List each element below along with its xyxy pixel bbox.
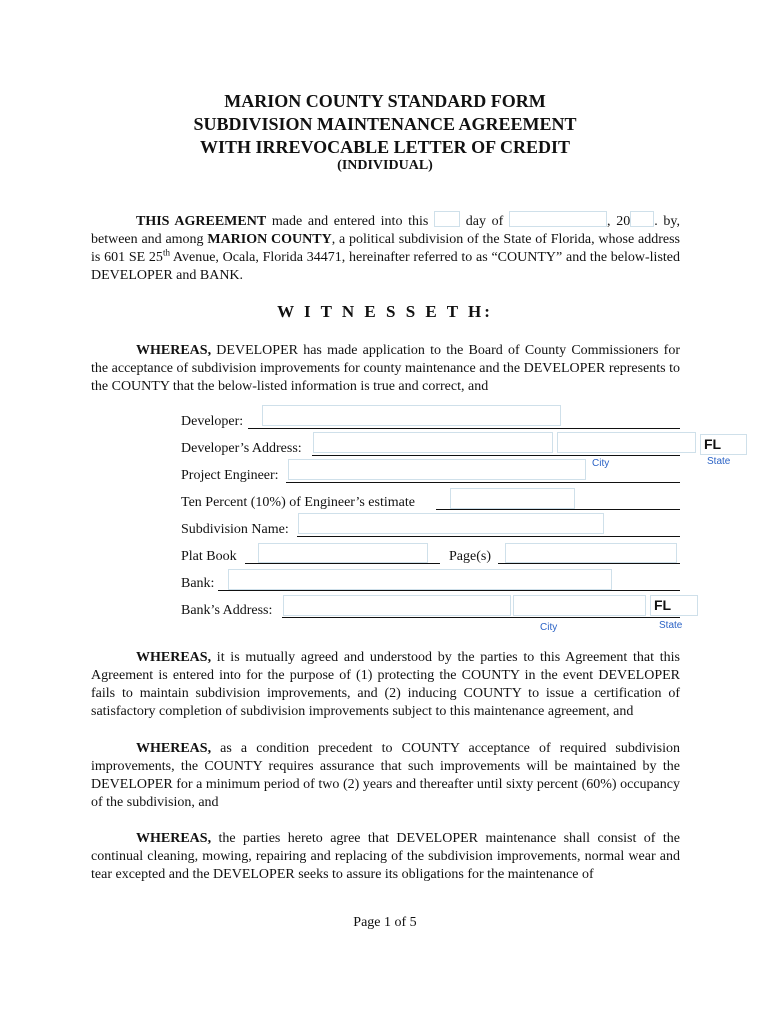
- plat-book-label: Plat Book: [181, 549, 237, 564]
- developer-address-label: Developer’s Address:: [181, 441, 302, 456]
- developer-label: Developer:: [181, 414, 244, 429]
- bank-input[interactable]: [228, 569, 612, 590]
- project-engineer-label: Project Engineer:: [181, 468, 279, 483]
- day-field[interactable]: [434, 211, 460, 227]
- subdivision-name-label: Subdivision Name:: [181, 522, 289, 537]
- ten-percent-input[interactable]: [450, 488, 575, 509]
- whereas-paragraph-2: WHEREAS, it is mutually agreed and understood by the parties to this Agreement that this Agreement is entered into for the purpose of (1) protecting the COUNTY in the event DEVELOPER fails to maintain subdivision improvements, and (2) inducing COUNTY to issue a certification of satisfactory completion of subdivision improvements subject to this maintenance agreement, and: [91, 650, 680, 719]
- developer-state-hint: State: [707, 456, 731, 467]
- subdivision-name-underline: [297, 536, 680, 537]
- page-number: Page 1 of 5: [353, 915, 417, 930]
- bank-address-label: Bank’s Address:: [181, 603, 273, 618]
- developer-city-input[interactable]: [557, 432, 696, 453]
- bank-city-input[interactable]: [513, 595, 646, 616]
- developer-address-underline: [312, 455, 680, 456]
- whereas-paragraph-3: WHEREAS, as a condition precedent to COUNTY acceptance of required subdivision improvements, the COUNTY requires assurance that such improvements will be maintained by the DEVELOPER for a minimum period of two (2) years and thereafter until sixty percent (60%) occupancy of the subdivision, and: [91, 741, 680, 810]
- plat-book-underline: [245, 563, 440, 564]
- whereas-paragraph-1: WHEREAS, DEVELOPER has made application to the Board of County Commissioners for the acceptance of subdivision improvements for county maintenance and the DEVELOPER represents to the COUNTY that the below-listed information is true and correct, and: [91, 343, 680, 394]
- developer-state-input[interactable]: FL: [700, 434, 747, 455]
- bank-city-hint: City: [540, 622, 558, 633]
- developer-street-input[interactable]: [313, 432, 553, 453]
- month-field[interactable]: [509, 211, 607, 227]
- developer-city-hint: City: [592, 458, 610, 469]
- witnesseth-heading: W I T N E S S E T H:: [277, 302, 493, 321]
- pages-underline: [498, 563, 680, 564]
- bank-label: Bank:: [181, 576, 215, 591]
- ten-percent-label: Ten Percent (10%) of Engineer’s estimate: [181, 495, 415, 510]
- bank-address-underline: [282, 617, 680, 618]
- intro-paragraph: THIS AGREEMENT made and entered into this day of , 20 . by, between and among MARION COUNTY, a political subdivision of the State of Florida, whose address is 601 SE 25th Avenue, Ocala, Florida 34471, hereinafter referred to as “COUNTY” and the below-listed DEVELOPER and BANK.: [91, 211, 680, 285]
- plat-book-input[interactable]: [258, 543, 428, 563]
- subdivision-name-input[interactable]: [298, 513, 604, 534]
- pages-input[interactable]: [505, 543, 677, 563]
- form-title-line-1: MARION COUNTY STANDARD FORM: [224, 91, 546, 111]
- developer-input[interactable]: [262, 405, 561, 426]
- project-engineer-underline: [286, 482, 680, 483]
- ten-percent-underline: [436, 509, 680, 510]
- pages-label: Page(s): [449, 549, 491, 564]
- bank-state-input[interactable]: FL: [650, 595, 698, 616]
- year-field[interactable]: [630, 211, 654, 227]
- form-title-line-3: WITH IRREVOCABLE LETTER OF CREDIT: [199, 137, 571, 157]
- project-engineer-input[interactable]: [288, 459, 586, 480]
- developer-underline: [248, 428, 680, 429]
- bank-underline: [218, 590, 680, 591]
- whereas-paragraph-4: WHEREAS, the parties hereto agree that DEVELOPER maintenance shall consist of the continual cleaning, mowing, repairing and replacing of the subdivision improvements, normal wear and tear excepted and the DEVELOPER seeks to assure its obligations for the maintenance of: [91, 831, 680, 882]
- bank-state-hint: State: [659, 620, 683, 631]
- form-subtitle: (INDIVIDUAL): [337, 158, 433, 173]
- bank-street-input[interactable]: [283, 595, 511, 616]
- form-title-line-2: SUBDIVISION MAINTENANCE AGREEMENT: [193, 114, 577, 134]
